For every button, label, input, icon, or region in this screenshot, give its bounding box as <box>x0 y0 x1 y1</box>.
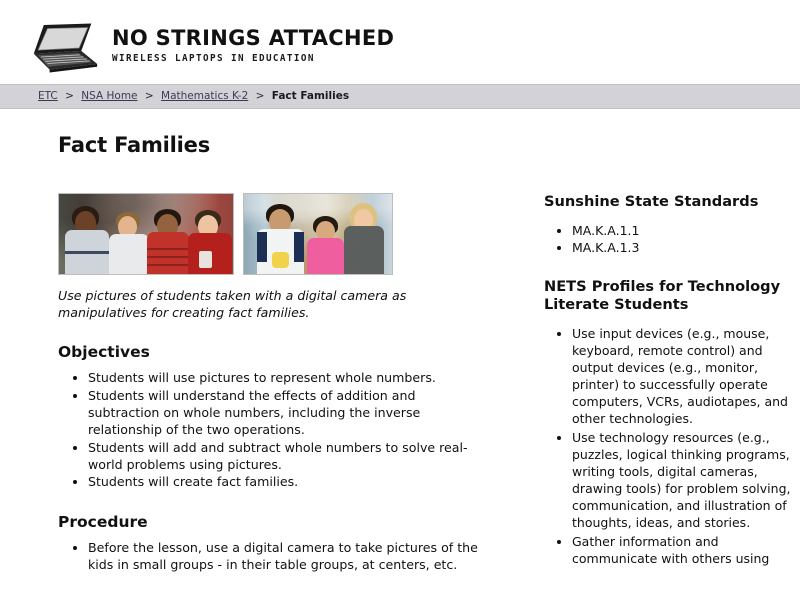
page-title: Fact Families <box>58 133 210 157</box>
breadcrumb-item-mathematics-k-2[interactable]: Mathematics K-2 <box>161 90 249 102</box>
procedure-heading: Procedure <box>58 513 148 532</box>
student-photo-1 <box>58 193 234 275</box>
list-item: • Students will add and subtract whole numbers to solve real-world problems using pictures. <box>88 440 488 474</box>
objectives-list <box>58 370 488 491</box>
procedure-list <box>58 540 488 574</box>
breadcrumb-separator: > <box>65 90 74 102</box>
list-item: • Students will use pictures to represent whole numbers. <box>88 370 488 387</box>
photo-row <box>58 193 488 275</box>
breadcrumb-item-nsa-home[interactable]: NSA Home <box>81 90 138 102</box>
list-item: • Students will create fact families. <box>88 474 488 491</box>
list-item: • Before the lesson, use a digital camera to take pictures of the kids in small groups - in their table groups, at centers, etc. <box>88 540 488 574</box>
logo-title: NO STRINGS ATTACHED <box>112 26 395 50</box>
breadcrumb-separator: > <box>255 90 265 102</box>
main-column <box>58 193 488 574</box>
list-item: • Use input devices (e.g., mouse, keyboard, remote control) and output devices (e.g., monitor, printer) to successfully operate computers, VCRs, audiotapes, and other technologies. <box>572 325 794 427</box>
laptop-icon <box>28 22 100 74</box>
objectives-heading: Objectives <box>58 343 150 362</box>
list-item: • Use technology resources (e.g., puzzles, logical thinking programs, writing tools, digital cameras, drawing tools) for problem solving, communication, and illustration of thoughts, ideas, and stories. <box>572 429 794 531</box>
list-item: • MA.K.A.1.1 <box>572 222 794 239</box>
standards-heading: Sunshine State Standards <box>544 193 759 210</box>
list-item: • Gather information and communicate with others using <box>572 533 794 567</box>
list-item: • MA.K.A.1.3 <box>572 239 794 256</box>
student-photo-2 <box>243 193 393 275</box>
sidebar-column <box>544 193 794 569</box>
breadcrumb-item-etc[interactable]: ETC <box>38 90 58 102</box>
site-header <box>0 0 800 84</box>
content-columns <box>58 193 791 574</box>
page-body <box>0 109 800 574</box>
standards-list <box>544 222 794 256</box>
site-logo[interactable] <box>28 18 394 74</box>
nets-list <box>544 325 794 567</box>
breadcrumb-item-current: Fact Families <box>271 90 350 102</box>
nets-heading: NETS Profiles for Technology Literate Students <box>544 277 781 314</box>
breadcrumb-separator: > <box>144 90 154 102</box>
logo-subtitle: WIRELESS LAPTOPS IN EDUCATION <box>112 53 315 64</box>
list-item: • Students will understand the effects of addition and subtraction on whole numbers, including the inverse relationship of the two operations. <box>88 388 488 439</box>
photo-caption: Use pictures of students taken with a digital camera as manipulatives for creating fact families. <box>58 288 407 320</box>
breadcrumb <box>0 84 800 109</box>
